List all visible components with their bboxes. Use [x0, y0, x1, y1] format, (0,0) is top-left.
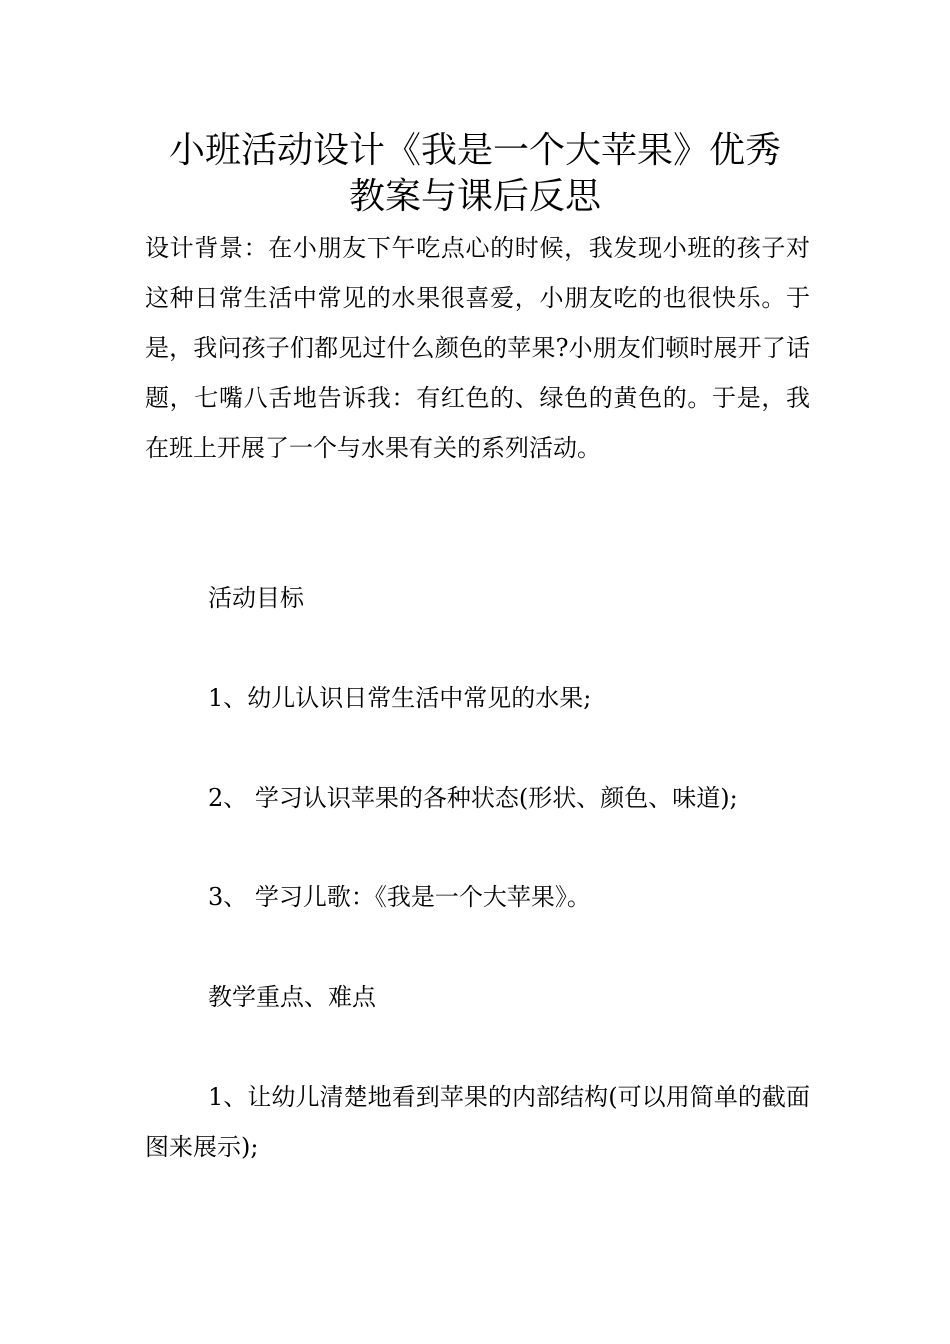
goals-heading: 活动目标 [208, 584, 304, 612]
goal-item-3: 3、 学习儿歌：《我是一个大苹果》。 [208, 883, 591, 911]
title-line-2: 教案与课后反思 [348, 176, 601, 217]
goal-item-1: 1、幼儿认识日常生活中常见的水果; [208, 684, 592, 712]
key-points-heading: 教学重点、难点 [208, 983, 376, 1011]
background-paragraph: 设计背景：在小朋友下午吃点心的时候，我发现小班的孩子对这种日常生活中常见的水果很喜爱，小朋友吃的也很快乐。于是，我问孩子们都见过什么颜色的苹果?小朋友们顿时展开了话题，七嘴八舌地告诉我：有红色的、绿色的黄色的。于是，我在班上开展了一个与水果有关的系列活动。 [145, 234, 810, 462]
document-title [120, 128, 830, 220]
key-point-item-1: 1、让幼儿清楚地看到苹果的内部结构(可以用简单的截面图来展示); [145, 1083, 810, 1161]
title-line-1: 小班活动设计《我是一个大苹果》优秀 [168, 130, 781, 171]
goal-item-2: 2、 学习认识苹果的各种状态(形状、颜色、味道); [208, 784, 738, 812]
